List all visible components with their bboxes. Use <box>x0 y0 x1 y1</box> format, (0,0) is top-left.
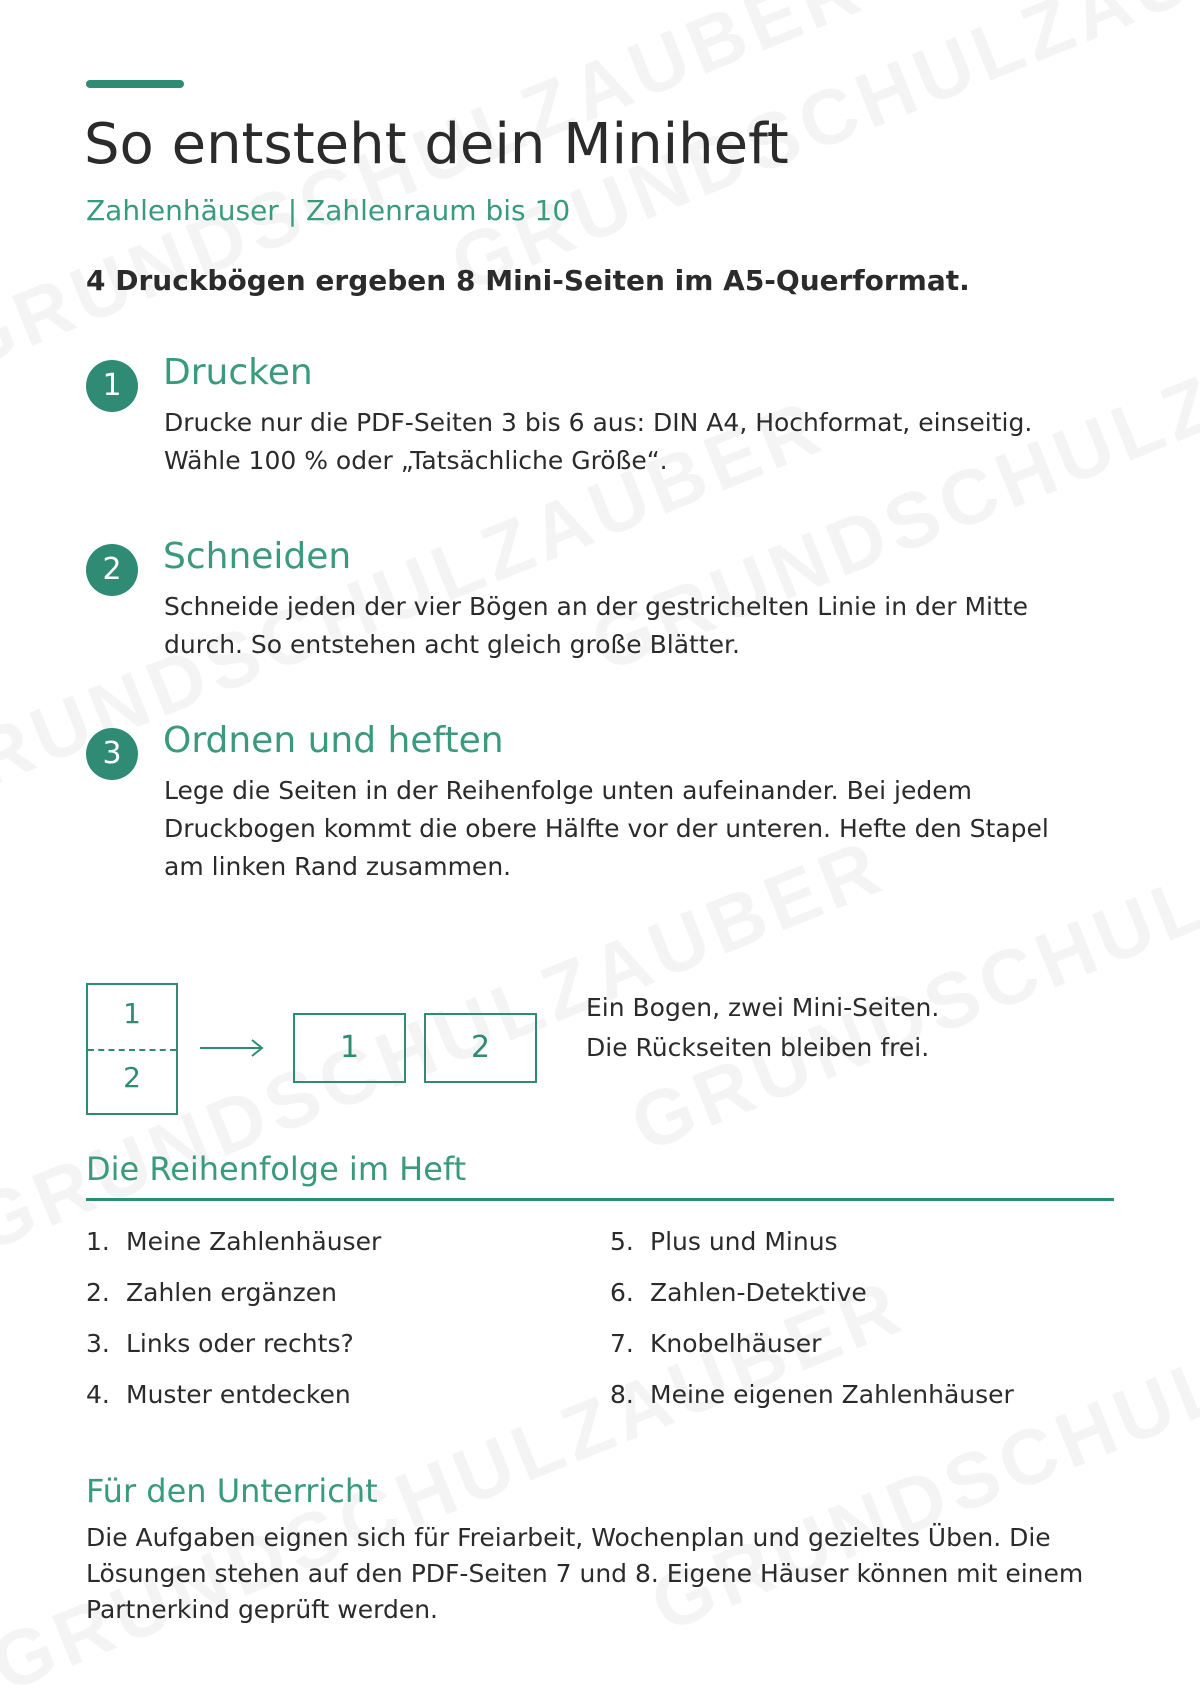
list-item <box>610 1222 1014 1273</box>
intro-text: 4 Druckbögen ergeben 8 Mini-Seiten im A5-Querformat. <box>86 264 970 297</box>
list-item <box>610 1273 1014 1324</box>
lesson-text: Die Aufgaben eignen sich für Freiarbeit, Wochenplan und gezieltes Üben. Die Lösungen stehen auf den PDF-Seiten 7 und 8. Eigene Häuser können mit einem Partnerkind geprüft werden. <box>86 1523 1084 1624</box>
step-heading: Drucken <box>163 352 313 393</box>
list-item-number: 1. <box>86 1227 110 1256</box>
list-item-label: Meine eigenen Zahlenhäuser <box>650 1380 1014 1409</box>
step-number-badge: 2 <box>86 544 138 596</box>
diagram-note-line: Ein Bogen, zwei Mini-Seiten. <box>586 993 940 1022</box>
order-list-left <box>86 1222 381 1426</box>
list-item-number: 7. <box>610 1329 634 1358</box>
list-item <box>86 1324 381 1375</box>
list-item <box>86 1375 381 1426</box>
step-number-badge: 3 <box>86 728 138 780</box>
list-item-label: Zahlen-Detektive <box>650 1278 867 1307</box>
cut-line <box>88 1049 176 1051</box>
accent-bar <box>86 80 184 88</box>
step-heading: Schneiden <box>163 536 352 577</box>
list-item <box>86 1222 381 1273</box>
list-item <box>610 1324 1014 1375</box>
list-item-number: 5. <box>610 1227 634 1256</box>
sheet-bottom-number: 2 <box>123 1061 141 1094</box>
step-text: Schneide jeden der vier Bögen an der gestrichelten Linie in der Mitte durch. So entstehen acht gleich große Blätter. <box>164 592 1028 659</box>
list-item-number: 2. <box>86 1278 110 1307</box>
order-list-right <box>610 1222 1014 1426</box>
list-item <box>86 1273 381 1324</box>
list-item-number: 8. <box>610 1380 634 1409</box>
step-number-badge: 1 <box>86 360 138 412</box>
lesson-heading: Für den Unterricht <box>86 1472 378 1510</box>
sheet-diagram <box>86 983 178 1115</box>
diagram-note-line: Die Rückseiten bleiben frei. <box>586 1033 930 1062</box>
page-subtitle: Zahlenhäuser | Zahlenraum bis 10 <box>86 194 571 227</box>
list-item-label: Meine Zahlenhäuser <box>126 1227 382 1256</box>
list-item-label: Links oder rechts? <box>126 1329 354 1358</box>
step-heading: Ordnen und heften <box>163 720 504 761</box>
page-title: So entsteht dein Miniheft <box>84 112 789 177</box>
list-item-label: Plus und Minus <box>650 1227 838 1256</box>
list-item-number: 3. <box>86 1329 110 1358</box>
list-item-label: Knobelhäuser <box>650 1329 822 1358</box>
section-divider <box>86 1198 1114 1201</box>
list-item-number: 4. <box>86 1380 110 1409</box>
list-item-label: Muster entdecken <box>126 1380 351 1409</box>
step-text: Drucke nur die PDF-Seiten 3 bis 6 aus: DIN A4, Hochformat, einseitig. Wähle 100 % oder „Tatsächliche Größe“. <box>164 408 1033 475</box>
step-text: Lege die Seiten in der Reihenfolge unten aufeinander. Bei jedem Druckbogen kommt die obere Hälfte vor der unteren. Hefte den Stapel am linken Rand zusammen. <box>164 776 1049 881</box>
diagram-note <box>586 988 939 1068</box>
order-heading: Die Reihenfolge im Heft <box>86 1150 467 1188</box>
list-item-number: 6. <box>610 1278 634 1307</box>
mini-page-box: 2 <box>424 1013 537 1083</box>
arrow-right-icon <box>200 1036 266 1060</box>
sheet-top-number: 1 <box>123 997 141 1030</box>
list-item <box>610 1375 1014 1426</box>
mini-page-box: 1 <box>293 1013 406 1083</box>
list-item-label: Zahlen ergänzen <box>126 1278 338 1307</box>
